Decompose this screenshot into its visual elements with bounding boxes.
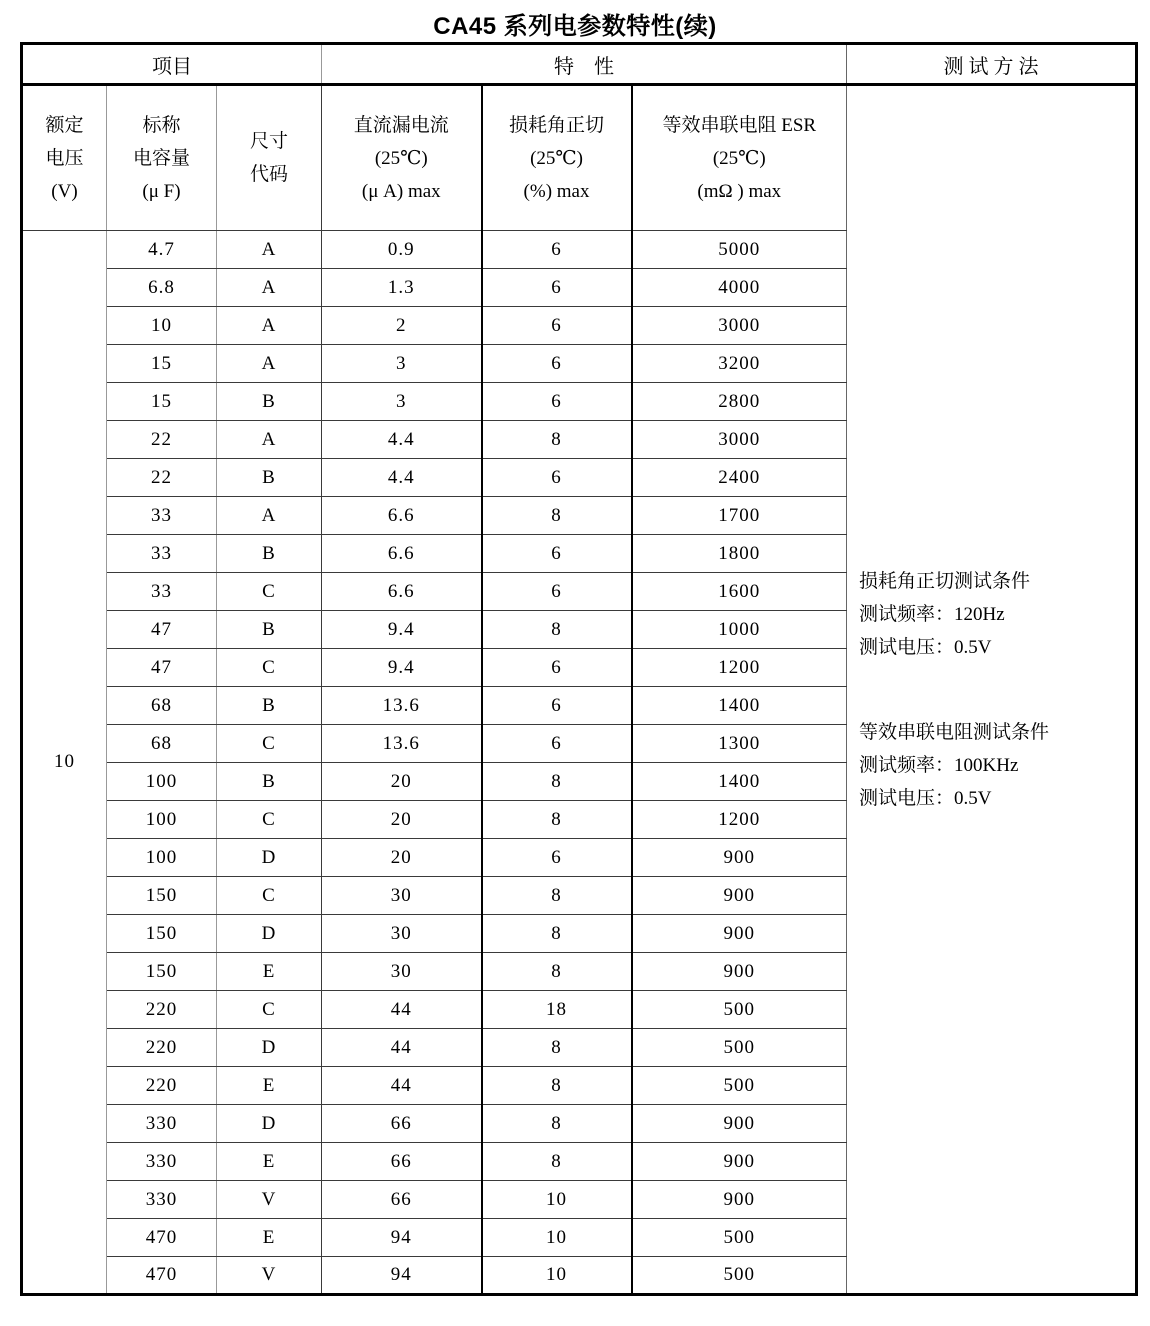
table-cell: A xyxy=(217,231,322,269)
table-cell: 22 xyxy=(107,421,217,459)
table-cell: 1800 xyxy=(632,535,847,573)
table-cell: 1000 xyxy=(632,611,847,649)
table-cell: 13.6 xyxy=(322,725,482,763)
table-cell: 8 xyxy=(482,1067,632,1105)
table-cell: 4.4 xyxy=(322,421,482,459)
table-cell: 8 xyxy=(482,1029,632,1067)
table-cell: 33 xyxy=(107,497,217,535)
column-header-leakage: 直流漏电流 (25℃) (μ A) max xyxy=(322,85,482,231)
table-cell: E xyxy=(217,953,322,991)
table-cell: 33 xyxy=(107,535,217,573)
table-cell: C xyxy=(217,725,322,763)
table-cell: B xyxy=(217,763,322,801)
table-cell: 6 xyxy=(482,839,632,877)
table-cell: 900 xyxy=(632,953,847,991)
table-cell: C xyxy=(217,877,322,915)
table-cell: 1200 xyxy=(632,649,847,687)
table-cell: 47 xyxy=(107,649,217,687)
table-cell: 3 xyxy=(322,345,482,383)
table-cell: 6 xyxy=(482,459,632,497)
table-cell: 66 xyxy=(322,1181,482,1219)
table-cell: 30 xyxy=(322,877,482,915)
table-subheader-row xyxy=(22,85,1137,231)
table-cell: 500 xyxy=(632,1067,847,1105)
esr-test-conditions: 等效串联电阻测试条件 测试频率：100KHz 测试电压：0.5V xyxy=(859,721,1050,809)
table-cell: 10 xyxy=(107,307,217,345)
table-cell: B xyxy=(217,459,322,497)
table-cell: 94 xyxy=(322,1219,482,1257)
table-cell: 10 xyxy=(482,1181,632,1219)
table-cell: D xyxy=(217,1029,322,1067)
table-cell: 1300 xyxy=(632,725,847,763)
table-cell: 2400 xyxy=(632,459,847,497)
table-cell: 220 xyxy=(107,1029,217,1067)
table-cell: C xyxy=(217,991,322,1029)
table-cell: 6 xyxy=(482,649,632,687)
table-cell: 470 xyxy=(107,1257,217,1295)
table-cell: A xyxy=(217,269,322,307)
table-cell: B xyxy=(217,611,322,649)
table-cell: 100 xyxy=(107,763,217,801)
spec-table xyxy=(20,42,1138,1296)
column-header-tangent: 损耗角正切 (25℃) (%) max xyxy=(482,85,632,231)
table-cell: 1600 xyxy=(632,573,847,611)
table-cell: 8 xyxy=(482,611,632,649)
table-cell: 6 xyxy=(482,687,632,725)
table-cell: 8 xyxy=(482,421,632,459)
table-cell: 6.6 xyxy=(322,573,482,611)
table-cell: 4000 xyxy=(632,269,847,307)
table-cell: 6 xyxy=(482,573,632,611)
table-cell: 900 xyxy=(632,1181,847,1219)
table-cell: 100 xyxy=(107,839,217,877)
table-cell: 66 xyxy=(322,1143,482,1181)
table-cell: E xyxy=(217,1219,322,1257)
table-cell: 0.9 xyxy=(322,231,482,269)
table-cell: 150 xyxy=(107,877,217,915)
table-cell: 22 xyxy=(107,459,217,497)
table-cell: C xyxy=(217,801,322,839)
table-cell: 8 xyxy=(482,953,632,991)
table-cell: 10 xyxy=(482,1219,632,1257)
table-cell: 1700 xyxy=(632,497,847,535)
table-header-row xyxy=(22,44,1137,85)
table-cell: 6 xyxy=(482,383,632,421)
column-header-size-code: 尺寸 代码 xyxy=(217,85,322,231)
header-test-method: 测 试 方 法 xyxy=(847,44,1137,85)
table-cell: 10 xyxy=(482,1257,632,1295)
table-cell: E xyxy=(217,1067,322,1105)
header-characteristics: 特 性 xyxy=(322,44,847,85)
table-cell: 1400 xyxy=(632,763,847,801)
table-cell: 1400 xyxy=(632,687,847,725)
table-cell: 68 xyxy=(107,687,217,725)
table-cell: 68 xyxy=(107,725,217,763)
table-cell: A xyxy=(217,345,322,383)
table-cell: 4.4 xyxy=(322,459,482,497)
table-cell: 330 xyxy=(107,1143,217,1181)
table-cell: 8 xyxy=(482,877,632,915)
table-cell: 6 xyxy=(482,231,632,269)
tangent-test-conditions: 损耗角正切测试条件 测试频率：120Hz 测试电压：0.5V xyxy=(859,570,1031,658)
table-cell: 500 xyxy=(632,1257,847,1295)
table-cell: 30 xyxy=(322,953,482,991)
table-cell: 20 xyxy=(322,763,482,801)
table-cell: 3000 xyxy=(632,307,847,345)
table-cell: 8 xyxy=(482,1105,632,1143)
column-header-esr: 等效串联电阻 ESR (25℃) (mΩ ) max xyxy=(632,85,847,231)
table-cell: 3200 xyxy=(632,345,847,383)
table-cell: 8 xyxy=(482,763,632,801)
table-cell: 94 xyxy=(322,1257,482,1295)
table-cell: B xyxy=(217,383,322,421)
table-cell: D xyxy=(217,839,322,877)
table-cell: 500 xyxy=(632,991,847,1029)
table-cell: 15 xyxy=(107,345,217,383)
table-cell: 6 xyxy=(482,269,632,307)
rated-voltage-value: 10 xyxy=(22,231,107,1295)
table-cell: 2 xyxy=(322,307,482,345)
table-cell: A xyxy=(217,497,322,535)
table-cell: 20 xyxy=(322,801,482,839)
table-cell: B xyxy=(217,687,322,725)
table-cell: 3 xyxy=(322,383,482,421)
table-cell: 20 xyxy=(322,839,482,877)
table-cell: C xyxy=(217,573,322,611)
table-cell: 220 xyxy=(107,991,217,1029)
table-cell: D xyxy=(217,1105,322,1143)
table-cell: 330 xyxy=(107,1105,217,1143)
table-cell: 6 xyxy=(482,535,632,573)
table-cell: 66 xyxy=(322,1105,482,1143)
table-cell: 150 xyxy=(107,953,217,991)
table-cell: 3000 xyxy=(632,421,847,459)
table-cell: 13.6 xyxy=(322,687,482,725)
header-item: 项目 xyxy=(22,44,322,85)
table-cell: 47 xyxy=(107,611,217,649)
table-cell: 33 xyxy=(107,573,217,611)
table-cell: 2800 xyxy=(632,383,847,421)
table-cell: 6.6 xyxy=(322,535,482,573)
table-cell: 4.7 xyxy=(107,231,217,269)
table-cell: E xyxy=(217,1143,322,1181)
table-cell: V xyxy=(217,1181,322,1219)
table-cell: V xyxy=(217,1257,322,1295)
table-cell: 30 xyxy=(322,915,482,953)
table-cell: 44 xyxy=(322,1029,482,1067)
page-title: CA45 系列电参数特性(续) xyxy=(433,13,717,40)
table-cell: 900 xyxy=(632,839,847,877)
table-cell: 1200 xyxy=(632,801,847,839)
table-cell: 6.6 xyxy=(322,497,482,535)
test-method-cell xyxy=(847,85,1137,1295)
table-cell: 900 xyxy=(632,1143,847,1181)
table-cell: 6 xyxy=(482,725,632,763)
table-cell: 330 xyxy=(107,1181,217,1219)
table-cell: 500 xyxy=(632,1029,847,1067)
table-cell: 100 xyxy=(107,801,217,839)
table-cell: A xyxy=(217,307,322,345)
table-body xyxy=(22,85,1137,1295)
table-cell: 470 xyxy=(107,1219,217,1257)
table-cell: C xyxy=(217,649,322,687)
table-cell: D xyxy=(217,915,322,953)
table-cell: 9.4 xyxy=(322,611,482,649)
column-header-capacitance: 标称 电容量 (μ F) xyxy=(107,85,217,231)
table-cell: 8 xyxy=(482,497,632,535)
table-cell: 900 xyxy=(632,1105,847,1143)
table-cell: 150 xyxy=(107,915,217,953)
table-cell: 6 xyxy=(482,345,632,383)
table-cell: 44 xyxy=(322,991,482,1029)
table-cell: B xyxy=(217,535,322,573)
table-cell: 900 xyxy=(632,877,847,915)
table-cell: 9.4 xyxy=(322,649,482,687)
table-cell: 6.8 xyxy=(107,269,217,307)
table-cell: 18 xyxy=(482,991,632,1029)
table-cell: 8 xyxy=(482,915,632,953)
table-cell: 8 xyxy=(482,801,632,839)
table-cell: 900 xyxy=(632,915,847,953)
table-cell: 15 xyxy=(107,383,217,421)
table-cell: A xyxy=(217,421,322,459)
table-cell: 44 xyxy=(322,1067,482,1105)
table-cell: 5000 xyxy=(632,231,847,269)
table-cell: 220 xyxy=(107,1067,217,1105)
table-cell: 8 xyxy=(482,1143,632,1181)
table-cell: 1.3 xyxy=(322,269,482,307)
table-cell: 6 xyxy=(482,307,632,345)
table-cell: 500 xyxy=(632,1219,847,1257)
column-header-rated-voltage: 额定 电压 (V) xyxy=(22,85,107,231)
